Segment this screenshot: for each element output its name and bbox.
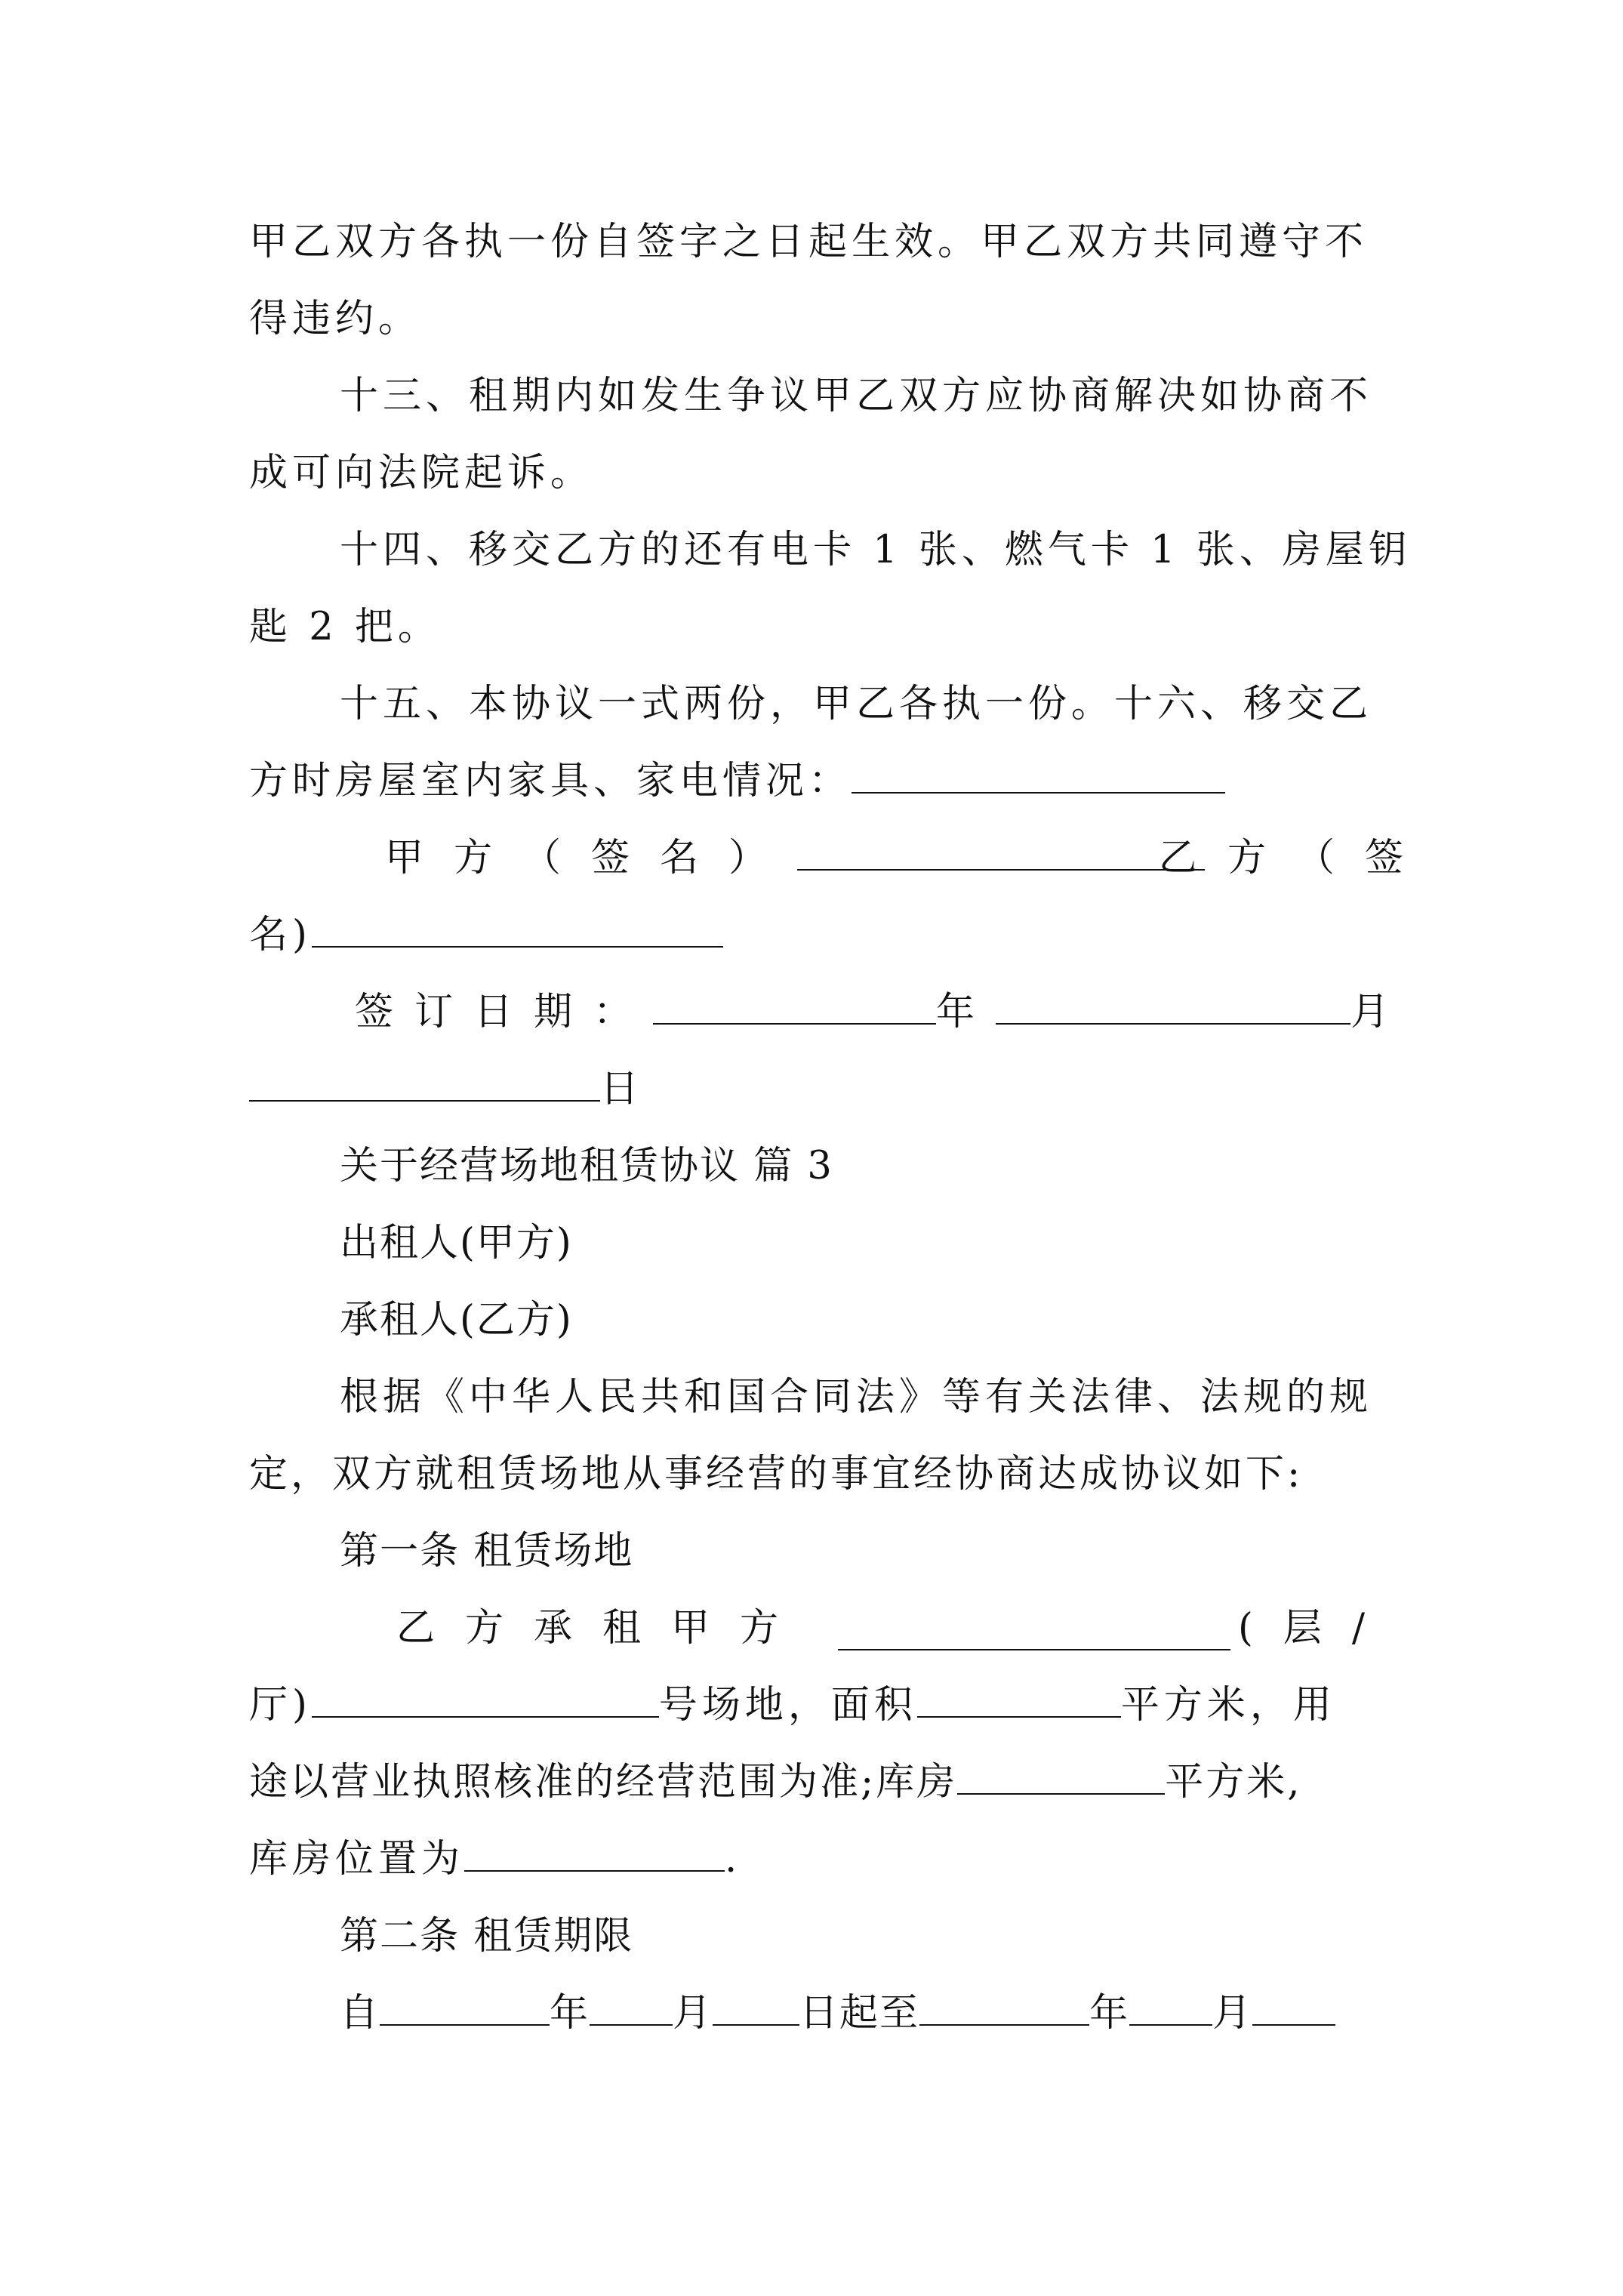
text: 自 bbox=[340, 1991, 380, 2036]
fill-blank bbox=[838, 1616, 1230, 1650]
clause-15 bbox=[340, 681, 1389, 728]
text: 日起至 bbox=[799, 1991, 920, 2036]
text: 第一条 租赁场地 bbox=[340, 1529, 634, 1573]
text-line bbox=[249, 758, 1389, 805]
text: 库房位置为 bbox=[249, 1837, 465, 1881]
fill-blank bbox=[917, 1683, 1121, 1718]
text-line bbox=[249, 219, 1389, 266]
text: 途以营业执照核准的经营范围为准;库房 bbox=[249, 1760, 958, 1804]
fill-blank bbox=[249, 1067, 600, 1102]
text-line bbox=[249, 604, 1389, 651]
text-line bbox=[249, 450, 1389, 497]
text: 日 bbox=[600, 1067, 644, 1111]
text: 成可向法院起诉。 bbox=[249, 451, 594, 495]
text: 月 bbox=[1350, 990, 1411, 1034]
text-line bbox=[249, 1682, 1389, 1729]
fill-blank bbox=[1252, 1991, 1335, 2026]
text-line bbox=[249, 912, 1389, 959]
text-line bbox=[340, 1374, 1389, 1421]
section-heading bbox=[340, 1143, 1389, 1190]
text: 根据《中华人民共和国合同法》等有关法律、法规的规 bbox=[340, 1375, 1373, 1419]
text: 得违约。 bbox=[249, 297, 422, 341]
fill-blank bbox=[713, 1991, 799, 2026]
text: 月 bbox=[673, 1991, 713, 2036]
text: 匙 2 把。 bbox=[249, 605, 441, 649]
text-line bbox=[1238, 1605, 1404, 1652]
clause-14 bbox=[340, 527, 1412, 574]
text: 厅) bbox=[249, 1683, 312, 1727]
text: 承租人(乙方) bbox=[340, 1298, 573, 1342]
fill-blank bbox=[380, 1991, 550, 2026]
fill-blank bbox=[996, 990, 1350, 1025]
text: 年 bbox=[936, 990, 996, 1034]
text: 签订日期： bbox=[355, 990, 654, 1034]
text: 乙方承租甲方 bbox=[396, 1606, 809, 1650]
text: 方时房屋室内家具、家电情况： bbox=[249, 759, 852, 803]
article-heading bbox=[340, 1528, 1389, 1575]
text: 名) bbox=[249, 913, 312, 957]
text: . bbox=[725, 1837, 742, 1881]
text: 关于经营场地租赁协议 篇 3 bbox=[340, 1144, 833, 1188]
text: 十四、移交乙方的还有电卡 1 张、燃气卡 1 张、房屋钥 bbox=[340, 528, 1412, 572]
fill-blank bbox=[464, 1837, 725, 1872]
fill-blank bbox=[919, 1991, 1089, 2026]
text-line bbox=[340, 1220, 1389, 1267]
text: 年 bbox=[1089, 1991, 1130, 2036]
text: 第二条 租赁期限 bbox=[340, 1914, 634, 1959]
text: 乙方（签 bbox=[1159, 836, 1434, 880]
date-line bbox=[355, 989, 1495, 1036]
fill-blank bbox=[957, 1760, 1165, 1795]
text-line bbox=[249, 296, 1389, 343]
fill-blank bbox=[312, 1683, 659, 1718]
signature-line-b bbox=[1159, 835, 1434, 882]
text: 定，双方就租赁场地从事经营的事宜经协商达成协议如下: bbox=[249, 1452, 1304, 1496]
article-heading bbox=[340, 1913, 1389, 1960]
text: (层/ bbox=[1238, 1606, 1396, 1650]
text: 平方米，用 bbox=[1120, 1683, 1336, 1727]
text: 出租人(甲方) bbox=[340, 1221, 573, 1265]
text-line bbox=[249, 1451, 1389, 1498]
text: 平方米, bbox=[1165, 1760, 1302, 1804]
clause-13 bbox=[340, 373, 1389, 420]
text-line bbox=[249, 1836, 1389, 1883]
fill-blank bbox=[312, 913, 723, 948]
text-line bbox=[249, 1066, 1389, 1113]
text-line bbox=[249, 1759, 1389, 1806]
text-line bbox=[340, 1990, 1389, 2037]
text: 月 bbox=[1212, 1991, 1253, 2036]
fill-blank bbox=[852, 759, 1225, 794]
fill-blank bbox=[590, 1991, 673, 2026]
text: 年 bbox=[550, 1991, 590, 2036]
text: 十三、租期内如发生争议甲乙双方应协商解决如协商不 bbox=[340, 374, 1373, 418]
text: 甲方（签名） bbox=[385, 836, 798, 880]
text: 甲乙双方各执一份自签字之日起生效。甲乙双方共同遵守不 bbox=[249, 220, 1369, 264]
text: 十五、本协议一式两份，甲乙各执一份。十六、移交乙 bbox=[340, 682, 1373, 726]
text-line bbox=[340, 1297, 1389, 1344]
fill-blank bbox=[653, 990, 936, 1025]
fill-blank bbox=[1129, 1991, 1212, 2026]
text: 号场地，面积 bbox=[658, 1683, 917, 1727]
fill-blank bbox=[797, 836, 1205, 871]
